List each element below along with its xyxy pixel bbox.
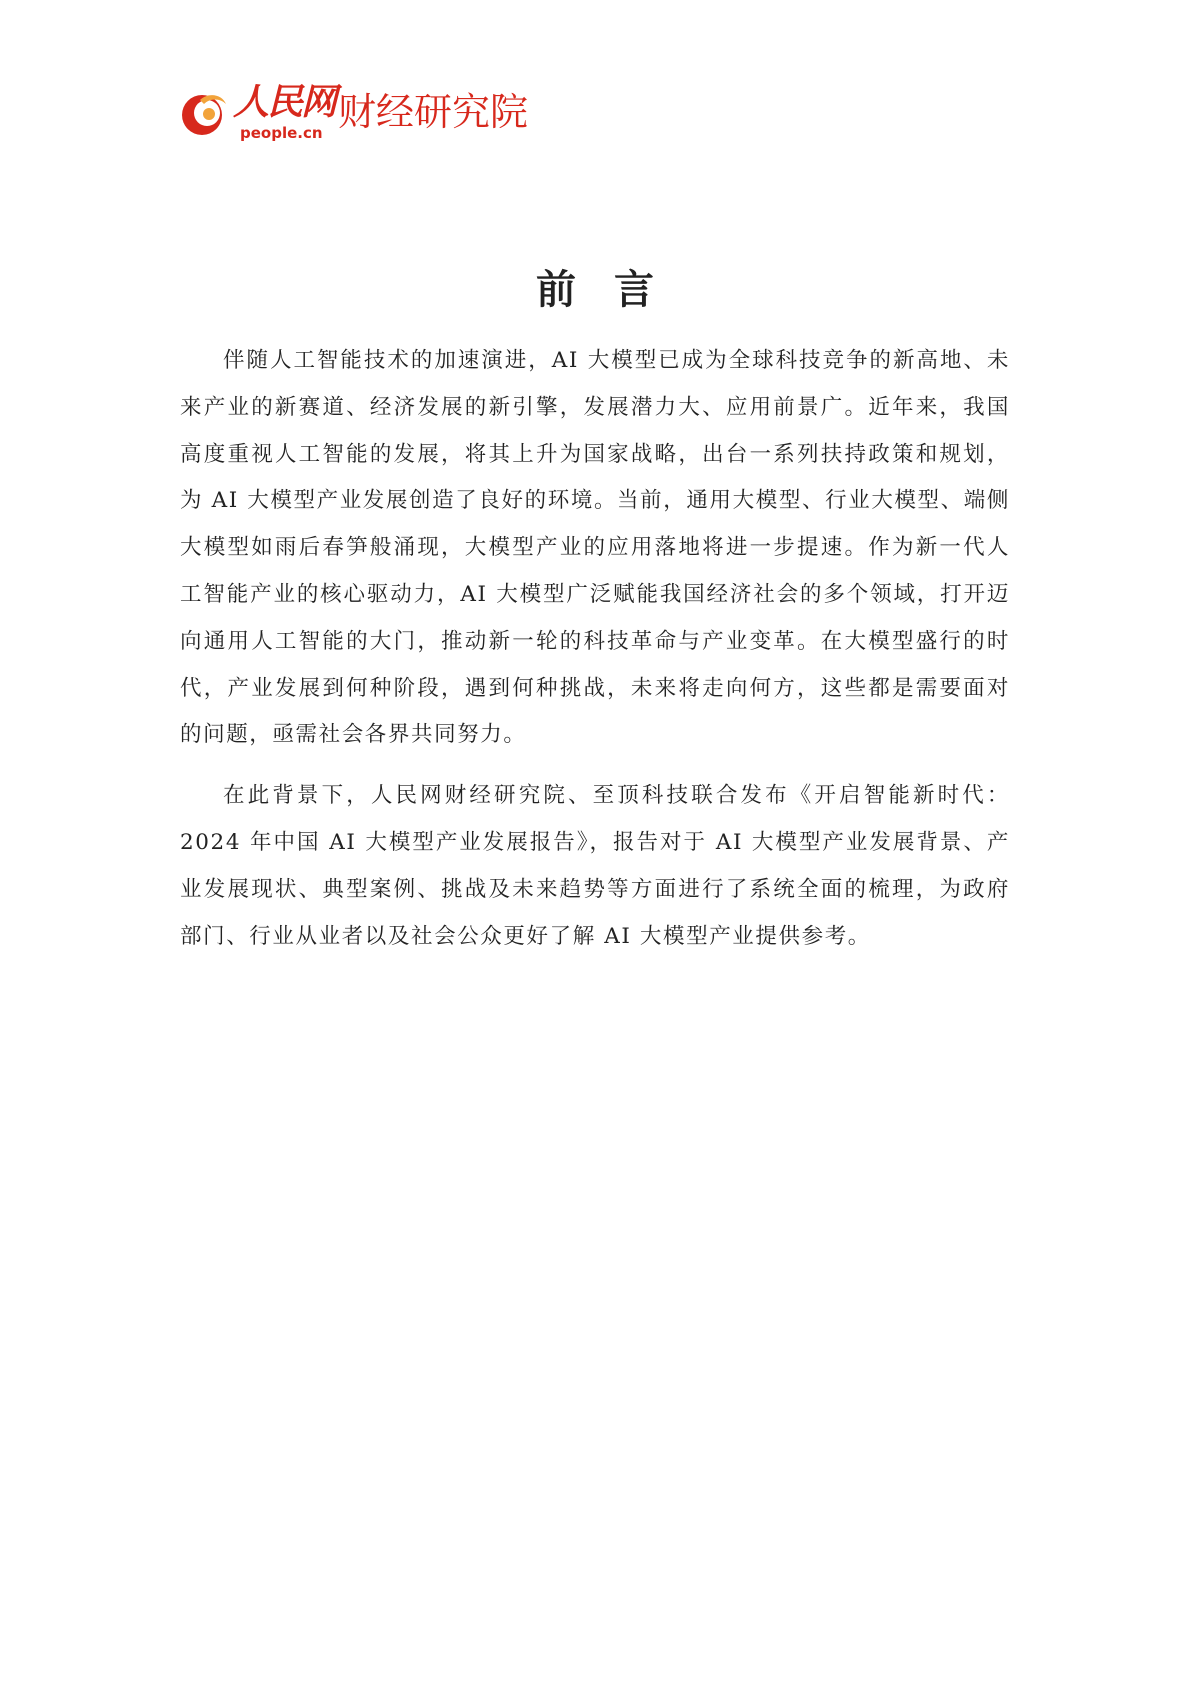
preface-body <box>180 338 1010 974</box>
preface-paragraph-1: 伴随人工智能技术的加速演进，AI 大模型已成为全球科技竞争的新高地、未来产业的新赛道、经济发展的新引擎，发展潜力大、应用前景广。近年来，我国高度重视人工智能的发展，将其上升为国家战略，出台一系列扶持政策和规划，为 AI 大模型产业发展创造了良好的环境。当前，通用大模型、行业大模型、端侧大模型如雨后春笋般涌现，大模型产业的应用落地将进一步提速。作为新一代人工智能产业的核心驱动力，AI 大模型广泛赋能我国经济社会的多个领域，打开迈向通用人工智能的大门，推动新一轮的科技革命与产业变革。在大模型盛行的时代，产业发展到何种阶段，遇到何种挑战，未来将走向何方，这些都是需要面对的问题，亟需社会各界共同努力。 <box>180 348 1010 748</box>
brand-name: 财经研究院 <box>338 90 529 134</box>
logo-chinese-text: 人民网 <box>233 81 336 123</box>
people-daily-sun-logo-icon <box>178 88 230 140</box>
header-logo <box>178 81 538 144</box>
logo-english-text: people.cn <box>240 124 323 142</box>
page-title: 前言 <box>536 267 692 313</box>
preface-paragraph-2: 在此背景下，人民网财经研究院、至顶科技联合发布《开启智能新时代：2024 年中国 AI 大模型产业发展报告》，报告对于 AI 大模型产业发展背景、产业发展现状、典型案例、挑战及未来趋势等方面进行了系统全面的梳理，为政府部门、行业从业者以及社会公众更好了解 AI 大模型产业提供参考。 <box>180 783 1010 949</box>
